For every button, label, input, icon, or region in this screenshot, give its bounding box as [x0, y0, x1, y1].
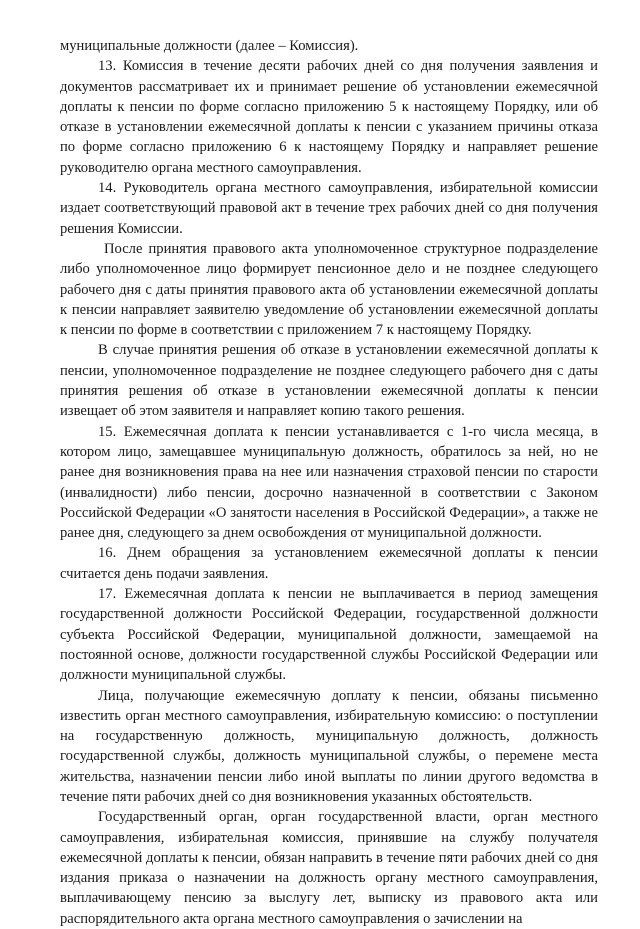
paragraph-16: 16. Днем обращения за установлением ежемесячной доплаты к пенсии считается день подачи заявления.	[60, 545, 598, 582]
paragraph-continuation: муниципальные должности (далее – Комиссия).	[60, 38, 359, 54]
paragraph-14: 14. Руководитель органа местного самоуправления, избирательной комиссии издает соответствующий правовой акт в течение трех рабочих дней со дня получения решения Комиссии.	[60, 180, 598, 237]
paragraph-14-refusal: В случае принятия решения об отказе в установлении ежемесячной доплаты к пенсии, уполномоченное подразделение не позднее следующего рабочего дня с даты принятия решения об отказе в установлении ежемесячной доплаты к пенсии извещает об этом заявителя и направляет копию такого решения.	[60, 342, 598, 420]
paragraph-17-employer: Государственный орган, орган государственной власти, орган местного самоуправления, избирательная комиссия, принявшие на службу получателя ежемесячной доплаты к пенсии, обязан направить в течение пяти рабочих дней со дня издания приказа о назначении на должность органу местного самоуправления, выплачивающему пенсию за выслугу лет, выписку из правового акта или распорядительного акта органа местного самоуправления о зачислении на	[60, 809, 598, 927]
paragraph-14-pension-file: После принятия правового акта уполномоченное структурное подразделение либо уполномоченное лицо формирует пенсионное дело и не позднее следующего рабочего дня с даты принятия правового акта об установлении ежемесячной доплаты к пенсии направляет заявителю уведомление об установлении ежемесячной доплаты к пенсии по форме в соответствии с приложением 7 к настоящему Порядку.	[60, 240, 598, 339]
document-page	[60, 36, 598, 929]
paragraph-13: 13. Комиссия в течение десяти рабочих дней со дня получения заявления и документов рассматривает их и принимает решение об установлении ежемесячной доплаты к пенсии по форме согласно приложению 5 к настоящему Порядку, или об отказе в установлении ежемесячной доплаты к пенсии с указанием причины отказа по форме согласно приложению 6 к настоящему Порядку и направляет решение руководителю органа местного самоуправления.	[60, 58, 598, 176]
paragraph-17: 17. Ежемесячная доплата к пенсии не выплачивается в период замещения государственной должности Российской Федерации, государственной должности субъекта Российской Федерации, муниципальной должности, замещаемой на постоянной основе, должности государственной службы Российской Федерации или должности муниципальной службы.	[60, 586, 598, 684]
paragraph-15: 15. Ежемесячная доплата к пенсии устанавливается с 1-го числа месяца, в котором лицо, замещавшее муниципальную должность, обратилось за ней, но не ранее дня возникновения права на нее или назначения страховой пенсии по старости (инвалидности) либо пенсии, досрочно назначенной в соответствии с Законом Российской Федерации «О занятости населения в Российской Федерации», а также не ранее дня, следующего за днем освобождения от муниципальной должности.	[60, 423, 598, 542]
paragraph-17-notification: Лица, получающие ежемесячную доплату к пенсии, обязаны письменно известить орган местного самоуправления, избирательную комиссию: о поступлении на государственную должность, муниципальную должность, должность государственной службы, должность муниципальной службы, о перемене места жительства, назначении пенсии либо иной выплаты по линии другого ведомства в течение пяти рабочих дней со дня возникновения указанных обстоятельств.	[60, 687, 598, 805]
